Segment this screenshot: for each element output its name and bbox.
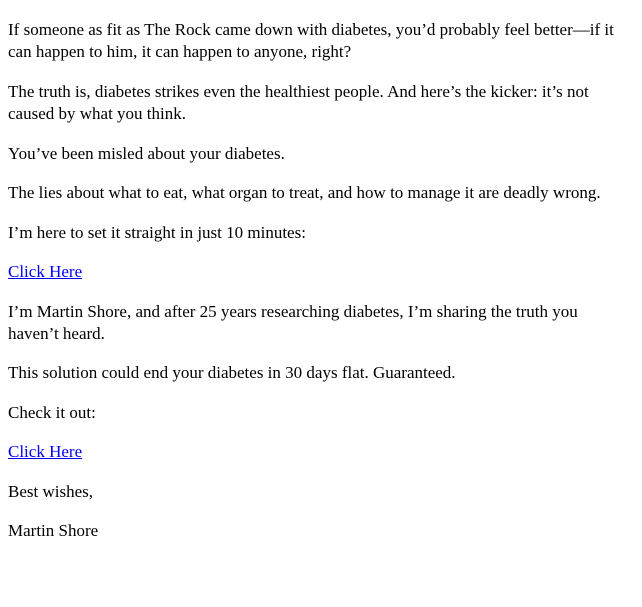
paragraph-author: I’m Martin Shore, and after 25 years researching diabetes, I’m sharing the truth you haven’t heard. (8, 301, 578, 343)
paragraph-check-it-out: Check it out: (8, 402, 96, 422)
paragraph-intro: If someone as fit as The Rock came down with diabetes, you’d probably feel better—if it can happen to him, it can happen to anyone, right? (8, 20, 614, 62)
click-here-link-2[interactable]: Click Here (8, 442, 83, 462)
paragraph-link-2 (8, 441, 628, 463)
paragraph-link-1 (8, 261, 628, 283)
paragraph-lies: The lies about what to eat, what organ to treat, and how to manage it are deadly wrong. (8, 183, 601, 203)
paragraph-truth: The truth is, diabetes strikes even the healthiest people. And here’s the kicker: it’s not caused by what you think. (8, 81, 589, 124)
paragraph-signoff: Best wishes, (8, 481, 93, 501)
paragraph-signature: Martin Shore (8, 521, 99, 541)
click-here-link-1[interactable]: Click Here (8, 262, 83, 282)
paragraph-misled: You’ve been misled about your diabetes. (8, 143, 285, 163)
paragraph-set-straight: I’m here to set it straight in just 10 minutes: (8, 222, 306, 242)
paragraph-solution: This solution could end your diabetes in 30 days flat. Guaranteed. (8, 363, 456, 383)
